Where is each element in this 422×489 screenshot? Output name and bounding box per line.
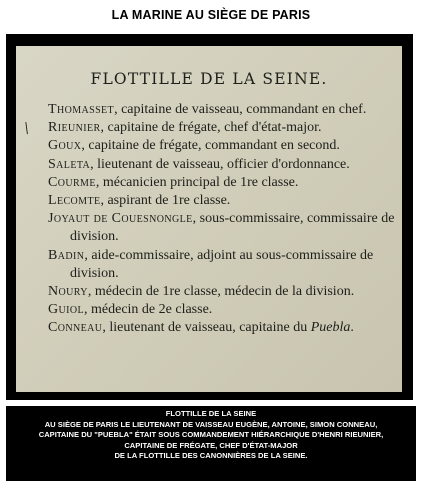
caption-line: FLOTTILLE DE LA SEINE [165, 409, 257, 418]
entry-name: Guiol [48, 302, 84, 318]
caption-line: DE LA FLOTTILLE DES CANONNIÈRES DE LA SEINE. [114, 451, 308, 461]
entry-text: , médecin de 2e classe. [84, 302, 213, 318]
entry-name: Badin [48, 247, 85, 263]
entry-text: , capitaine de frégate, commandant en second. [81, 138, 340, 154]
scanned-page [16, 46, 402, 392]
caption-box [6, 406, 416, 481]
entry-continuation: division. [70, 265, 119, 281]
roster-entry [48, 210, 400, 246]
roster-entry [48, 174, 400, 192]
entry-name: Joyaut de Couesnongle [48, 211, 193, 227]
entry-name: Goux [48, 138, 82, 154]
roster-entry [48, 101, 400, 119]
entry-name: Saleta [48, 156, 91, 172]
entry-text: , mécanicien principal de 1re classe. [95, 174, 299, 190]
entry-name: Lecomte [48, 193, 101, 209]
roster-entry [48, 137, 400, 155]
caption-line: CAPITAINE DE FRÉGATE, CHEF D'ÉTAT-MAJOR [124, 440, 298, 450]
roster-entry [48, 301, 400, 319]
entry-text: , lieutenant de vaisseau, officier d'ordonnance. [90, 156, 350, 172]
scan-title: FLOTTILLE DE LA SEINE. [90, 70, 328, 88]
entry-continuation: division. [70, 229, 119, 245]
roster-entry [48, 156, 400, 174]
entry-text: , capitaine de frégate, chef d'état-major. [100, 120, 322, 136]
entry-text: , aspirant de 1re classe. [100, 193, 231, 209]
margin-mark: \ [21, 118, 32, 138]
entry-text: , sous-commissaire, commissaire de [192, 211, 395, 227]
roster-entry [48, 283, 400, 301]
entry-text: , capitaine de vaisseau, commandant en chef. [114, 102, 367, 117]
roster-entry [48, 247, 400, 283]
roster-entry [48, 192, 400, 210]
roster-entry [48, 119, 400, 137]
entry-name: Rieunier [48, 120, 101, 136]
caption-line: AU SIÈGE DE PARIS LE LIEUTENANT DE VAISSEAU EUGÈNE, ANTOINE, SIMON CONNEAU, [44, 419, 378, 429]
entry-text: , lieutenant de vaisseau, capitaine du [102, 320, 311, 336]
entry-name: Conneau [48, 320, 103, 336]
roster-list [48, 101, 400, 338]
caption-line: CAPITAINE DU "PUEBLA" ÉTAIT SOUS COMMANDEMENT HIÉRARCHIQUE D'HENRI RIEUNIER, [38, 430, 384, 440]
entry-text: , aide-commissaire, adjoint au sous-commissaire de [84, 247, 374, 263]
entry-tail: . [350, 320, 354, 336]
scanned-page-frame [6, 34, 413, 400]
entry-name: Courme [48, 174, 96, 190]
roster-entry [48, 319, 400, 337]
ship-name: Puebla [310, 320, 351, 336]
entry-text: , médecin de 1re classe, médecin de la division. [87, 284, 355, 300]
entry-name: Noury [48, 284, 88, 300]
page-caption: LA MARINE AU SIÈGE DE PARIS [111, 8, 311, 22]
entry-name: Thomasset [48, 102, 115, 117]
